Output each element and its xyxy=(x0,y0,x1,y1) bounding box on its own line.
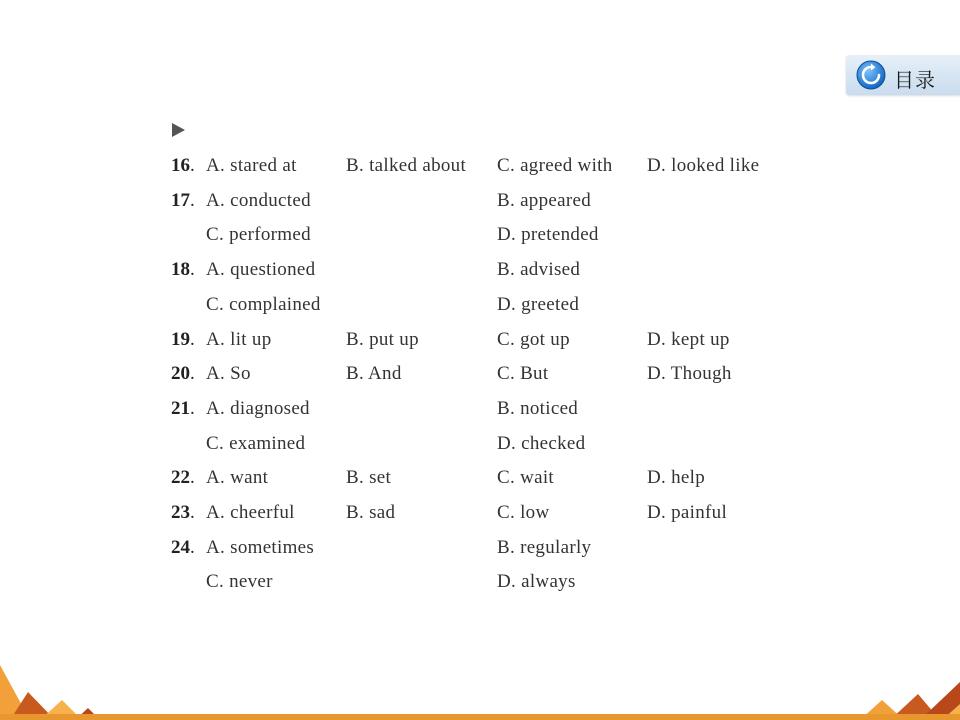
question-number xyxy=(171,255,195,285)
question-number xyxy=(171,498,195,528)
play-triangle-icon xyxy=(172,123,185,137)
contents-label: 目录 xyxy=(894,68,936,92)
answer-option: B. talked about xyxy=(346,155,467,176)
answer-option: C. got up xyxy=(497,329,570,350)
answer-option: A. diagnosed xyxy=(206,398,310,419)
question-number-dot: . xyxy=(190,363,195,384)
answer-option: D. checked xyxy=(497,433,586,454)
answer-option: B. sad xyxy=(346,502,396,523)
question-number-value: 23 xyxy=(171,502,190,523)
answer-option: C. low xyxy=(497,502,550,523)
answer-option: C. performed xyxy=(206,224,311,245)
answer-option: C. examined xyxy=(206,433,306,454)
question-number-value: 19 xyxy=(171,329,190,350)
answer-option: D. Though xyxy=(647,363,732,384)
question-number-value: 21 xyxy=(171,398,190,419)
question-number-dot: . xyxy=(190,259,195,280)
question-number-dot: . xyxy=(190,329,195,350)
answer-option: D. help xyxy=(647,467,706,488)
answer-option: C. But xyxy=(497,363,549,384)
question-number-dot: . xyxy=(190,537,195,558)
answer-option: A. want xyxy=(206,467,269,488)
answer-option: A. lit up xyxy=(206,329,272,350)
answer-option: B. noticed xyxy=(497,398,579,419)
answer-option: B. advised xyxy=(497,259,581,280)
question-number-dot: . xyxy=(190,502,195,523)
answer-option: D. pretended xyxy=(497,224,599,245)
answer-option: A. stared at xyxy=(206,155,297,176)
answer-option: C. complained xyxy=(206,294,321,315)
question-number-value: 16 xyxy=(171,155,190,176)
question-number-value: 22 xyxy=(171,467,190,488)
question-number xyxy=(171,359,195,389)
answer-option: C. never xyxy=(206,571,273,592)
answer-option: A. sometimes xyxy=(206,537,315,558)
answer-option: B. put up xyxy=(346,329,419,350)
question-number xyxy=(171,533,195,563)
refresh-circle-icon xyxy=(856,60,886,90)
answer-option: A. conducted xyxy=(206,190,311,211)
contents-button[interactable] xyxy=(846,55,960,95)
question-number-value: 20 xyxy=(171,363,190,384)
answer-option: B. And xyxy=(346,363,402,384)
answer-option: D. looked like xyxy=(647,155,760,176)
answer-option: D. always xyxy=(497,571,576,592)
question-number-dot: . xyxy=(190,190,195,211)
answer-option: C. wait xyxy=(497,467,554,488)
question-number-dot: . xyxy=(190,398,195,419)
answer-option: D. greeted xyxy=(497,294,580,315)
answer-option: B. regularly xyxy=(497,537,592,558)
corner-decoration-right xyxy=(860,670,960,720)
answer-option: C. agreed with xyxy=(497,155,613,176)
corner-decoration-left xyxy=(0,660,110,720)
question-number-value: 18 xyxy=(171,259,190,280)
answer-option: B. appeared xyxy=(497,190,592,211)
question-number xyxy=(171,186,195,216)
question-number-dot: . xyxy=(190,155,195,176)
bottom-bar xyxy=(0,714,960,720)
question-number xyxy=(171,151,195,181)
answer-option: A. So xyxy=(206,363,251,384)
question-number xyxy=(171,325,195,355)
question-number xyxy=(171,463,195,493)
answer-option: D. kept up xyxy=(647,329,730,350)
question-number xyxy=(171,394,195,424)
question-number-value: 24 xyxy=(171,537,190,558)
question-number-value: 17 xyxy=(171,190,190,211)
answer-option: B. set xyxy=(346,467,392,488)
answer-option: D. painful xyxy=(647,502,728,523)
answer-option: A. cheerful xyxy=(206,502,295,523)
answer-option: A. questioned xyxy=(206,259,316,280)
question-number-dot: . xyxy=(190,467,195,488)
